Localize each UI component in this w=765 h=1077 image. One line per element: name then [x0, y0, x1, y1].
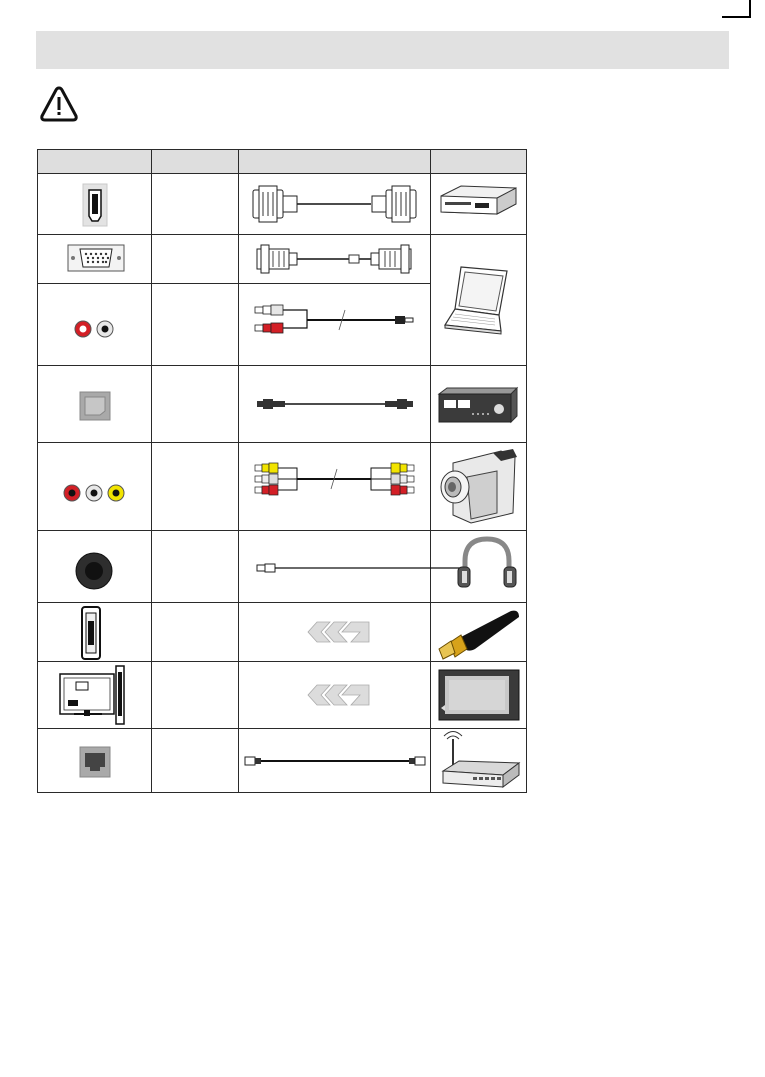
- port-label-cell: [152, 235, 238, 283]
- hdmi-port-icon: [38, 174, 151, 234]
- ethernet-cable-icon: [239, 729, 430, 792]
- dvd-player-icon: [431, 174, 526, 234]
- headphone-cable-icon: [239, 531, 526, 602]
- table-row: [38, 174, 151, 234]
- table-row: [38, 284, 151, 365]
- vga-port-icon: [38, 235, 151, 283]
- section-header-bar: [36, 31, 729, 69]
- amplifier-icon: [431, 366, 526, 442]
- av-port-icon: [38, 443, 151, 530]
- optical-cable-icon: [239, 366, 430, 442]
- table-row: [38, 235, 151, 283]
- camcorder-icon: [431, 443, 526, 530]
- table-row: [38, 366, 151, 442]
- usb-port-icon: [38, 603, 151, 661]
- table-header-row: [38, 150, 526, 174]
- av-composite-cable-icon: [239, 443, 430, 530]
- table-row: [38, 729, 151, 792]
- hdmi-cable-icon: [239, 174, 430, 234]
- laptop-icon: [431, 235, 526, 365]
- port-label-cell: [152, 531, 238, 602]
- crop-mark-horizontal: [722, 16, 751, 18]
- port-label-cell: [152, 443, 238, 530]
- table-row: [38, 531, 151, 602]
- port-label-cell: [152, 366, 238, 442]
- ethernet-port-icon: [38, 729, 151, 792]
- table-row: [38, 603, 151, 661]
- rca-to-jack-cable-icon: [239, 284, 430, 365]
- ci-module-icon: [431, 662, 526, 728]
- port-label-cell: [152, 603, 238, 661]
- connection-table: [37, 149, 527, 793]
- port-label-cell: [152, 662, 238, 728]
- headphone-jack-icon: [38, 531, 151, 602]
- warning-triangle-icon: [39, 85, 79, 123]
- insert-arrows-icon: [239, 662, 430, 728]
- ci-slot-icon: [38, 662, 151, 728]
- port-label-cell: [152, 174, 238, 234]
- headphones-icon: [458, 539, 516, 587]
- optical-port-icon: [38, 366, 151, 442]
- usb-stick-icon: [431, 603, 526, 661]
- table-row: [38, 662, 151, 728]
- router-icon: [431, 729, 526, 792]
- port-label-cell: [152, 284, 238, 365]
- table-row: [38, 443, 151, 530]
- crop-mark-vertical: [749, 0, 751, 16]
- audio-lr-port-icon: [38, 284, 151, 365]
- insert-arrows-icon: [239, 603, 430, 661]
- port-label-cell: [152, 729, 238, 792]
- vga-cable-icon: [239, 235, 430, 283]
